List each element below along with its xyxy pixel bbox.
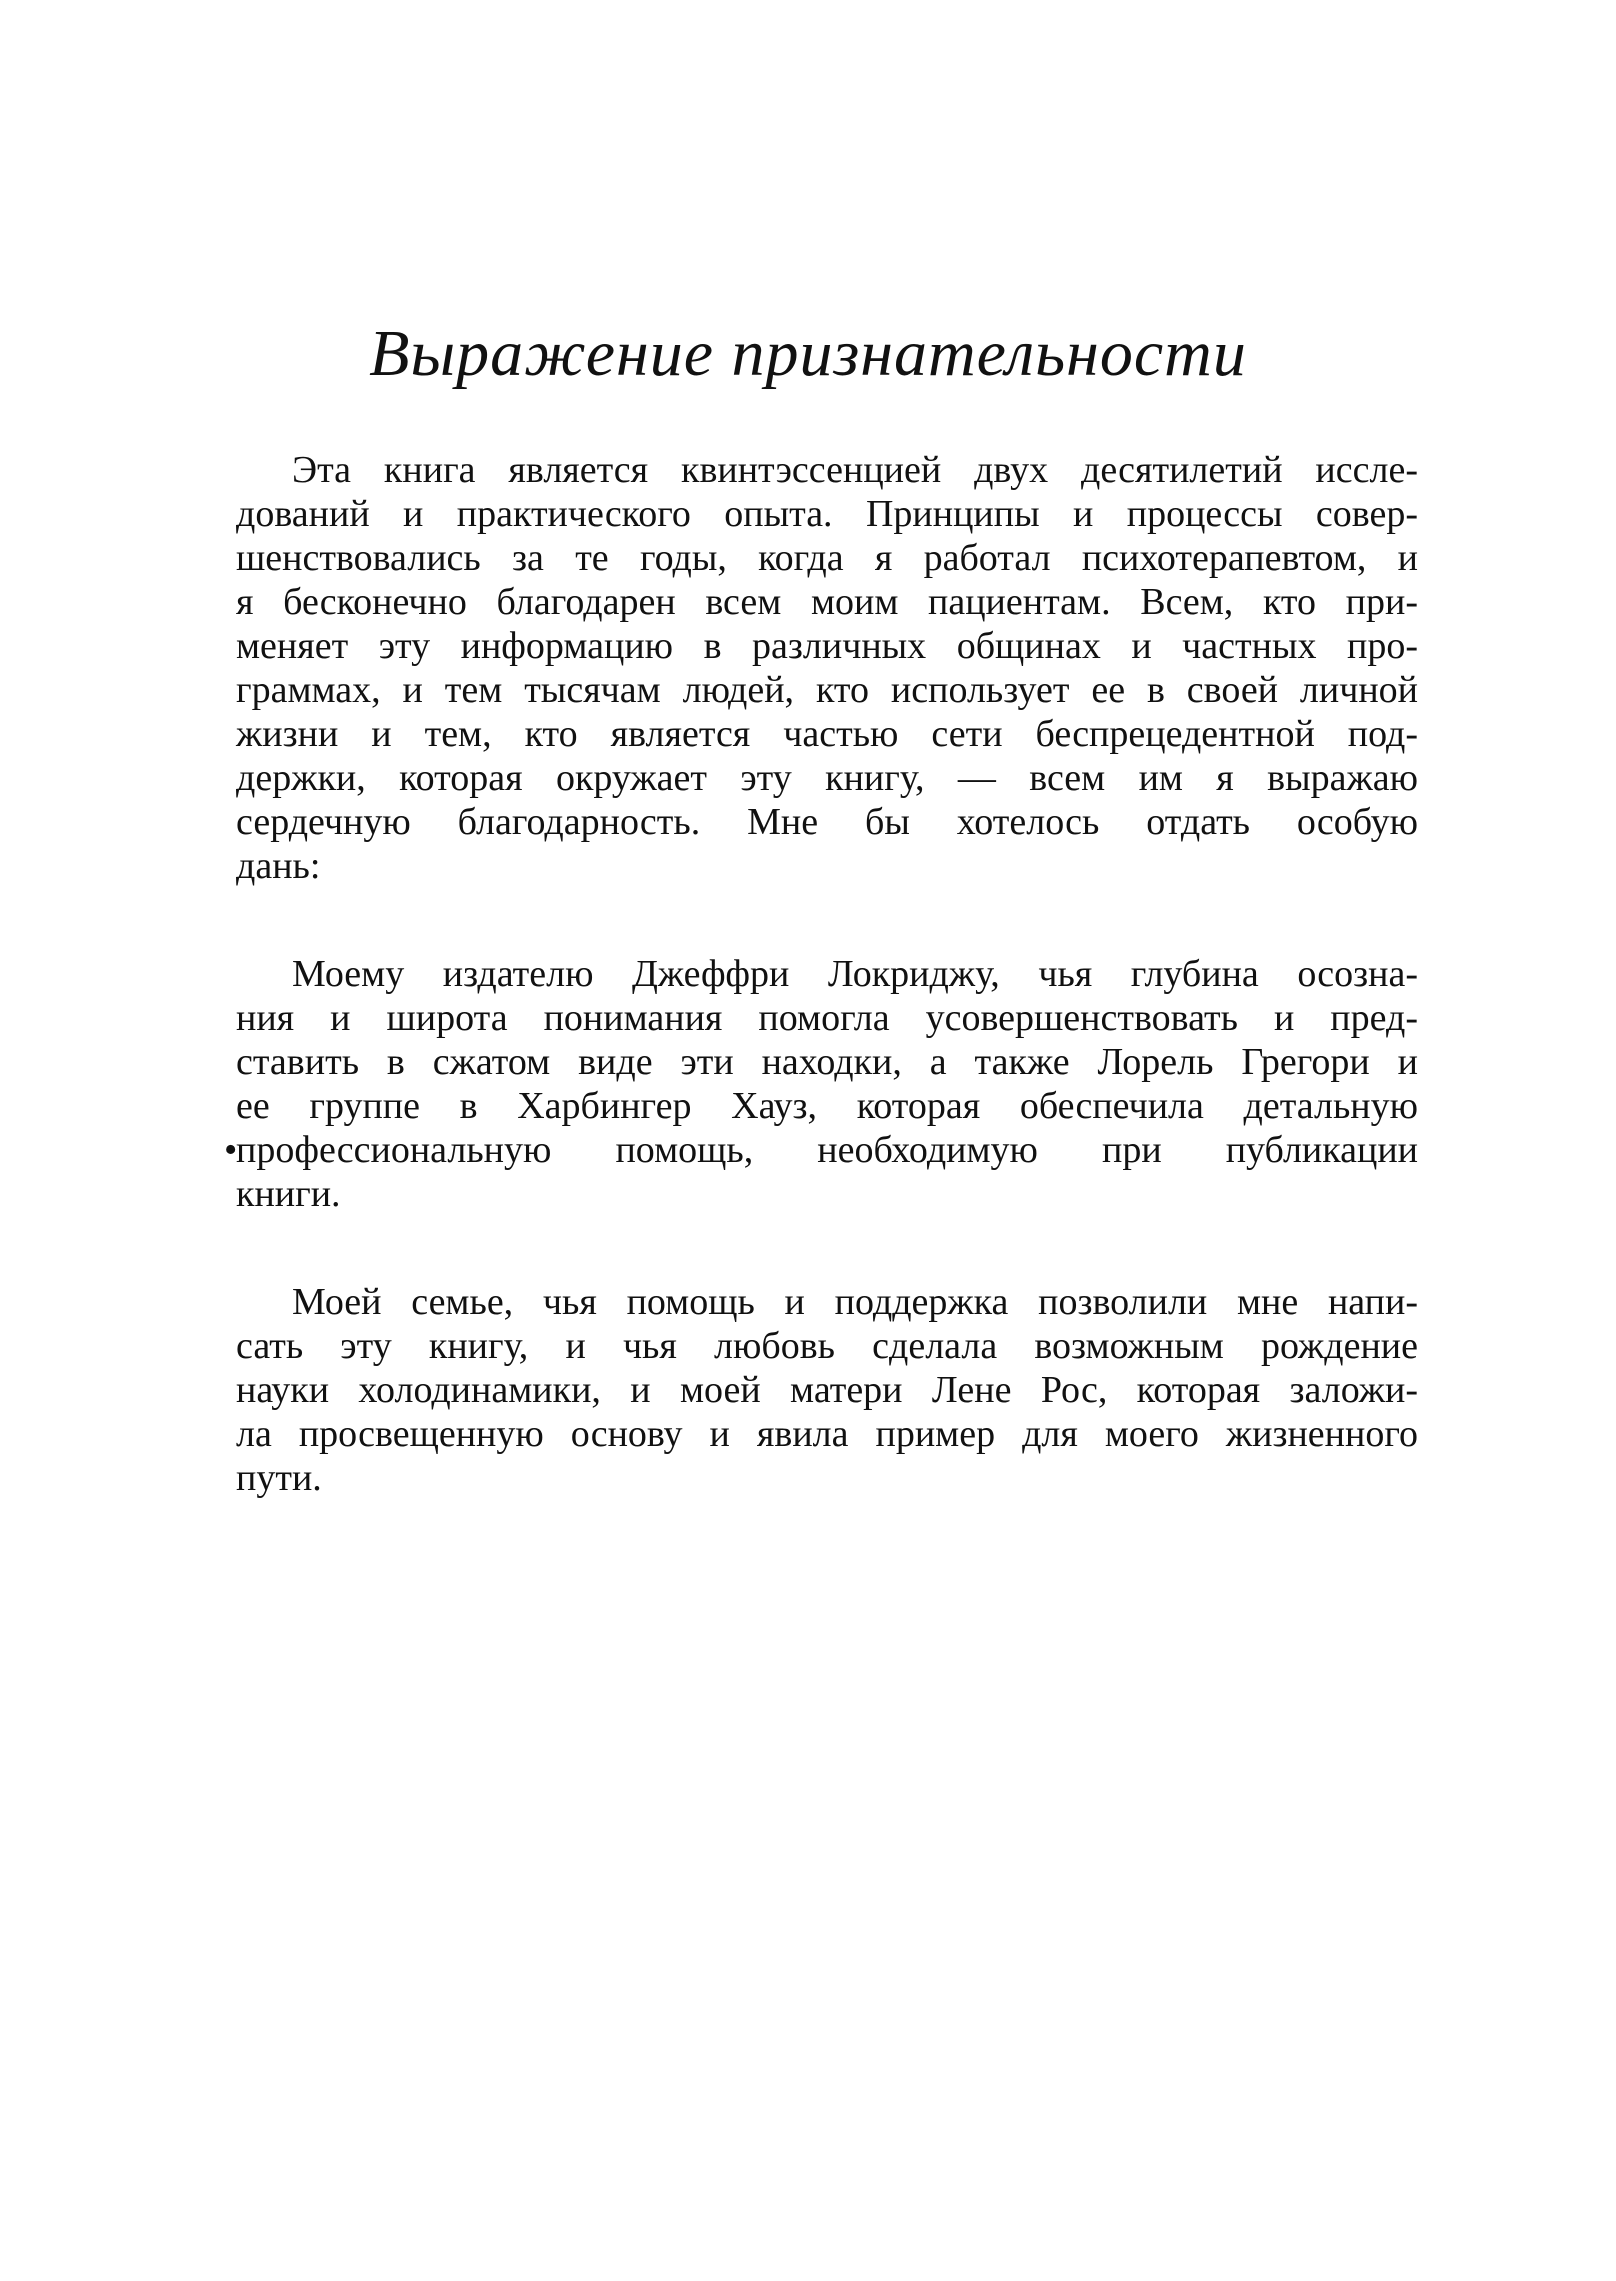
text-line: пути. <box>236 1457 322 1499</box>
text-line: я бесконечно благодарен всем моим пациентам. Всем, кто при- <box>236 581 1418 623</box>
text-line: ла просвещенную основу и явила пример для моего жизненного <box>236 1413 1418 1455</box>
acknowledgements-body <box>224 448 1418 1564</box>
text-line: граммах, и тем тысячам людей, кто использует ее в своей личной <box>236 669 1418 711</box>
text-line: жизни и тем, кто является частью сети беспрецедентной под- <box>236 713 1418 755</box>
text-line: Моему издателю Джеффри Локриджу, чья глубина осозна- <box>292 953 1418 995</box>
paragraph-publisher <box>224 952 1418 1216</box>
text-line: дований и практического опыта. Принципы и процессы совер- <box>236 493 1418 535</box>
text-line <box>224 1128 1418 1172</box>
text-line: дань: <box>236 845 321 887</box>
text-line: книги. <box>236 1173 341 1215</box>
page-title: Выражение признательности <box>369 317 1247 390</box>
text-line: ния и широта понимания помогла усовершенствовать и пред- <box>236 997 1418 1039</box>
text-line: шенствовались за те годы, когда я работал психотерапевтом, и <box>236 537 1418 579</box>
text-line: меняет эту информацию в различных общинах и частных про- <box>236 625 1418 667</box>
paragraph-family <box>236 1280 1418 1500</box>
text-line: сать эту книгу, и чья любовь сделала возможным рождение <box>236 1325 1418 1367</box>
text-line: ставить в сжатом виде эти находки, а также Лорель Грегори и <box>236 1041 1418 1083</box>
text-line: сердечную благодарность. Мне бы хотелось отдать особую <box>236 801 1418 843</box>
text-line: науки холодинамики, и моей матери Лене Рос, которая заложи- <box>236 1369 1418 1411</box>
stray-dot-mark: • <box>224 1129 238 1171</box>
text-line: Моей семье, чья помощь и поддержка позволили мне напи- <box>292 1281 1418 1323</box>
text-line: Эта книга является квинтэссенцией двух десятилетий иссле- <box>292 449 1418 491</box>
text-line-content: профессиональную помощь, необходимую при публикации <box>236 1129 1418 1171</box>
text-line: держки, которая окружает эту книгу, — всем им я выражаю <box>236 757 1418 799</box>
paragraph-intro <box>236 448 1418 888</box>
text-line: ее группе в Харбингер Хауз, которая обеспечила детальную <box>236 1085 1418 1127</box>
